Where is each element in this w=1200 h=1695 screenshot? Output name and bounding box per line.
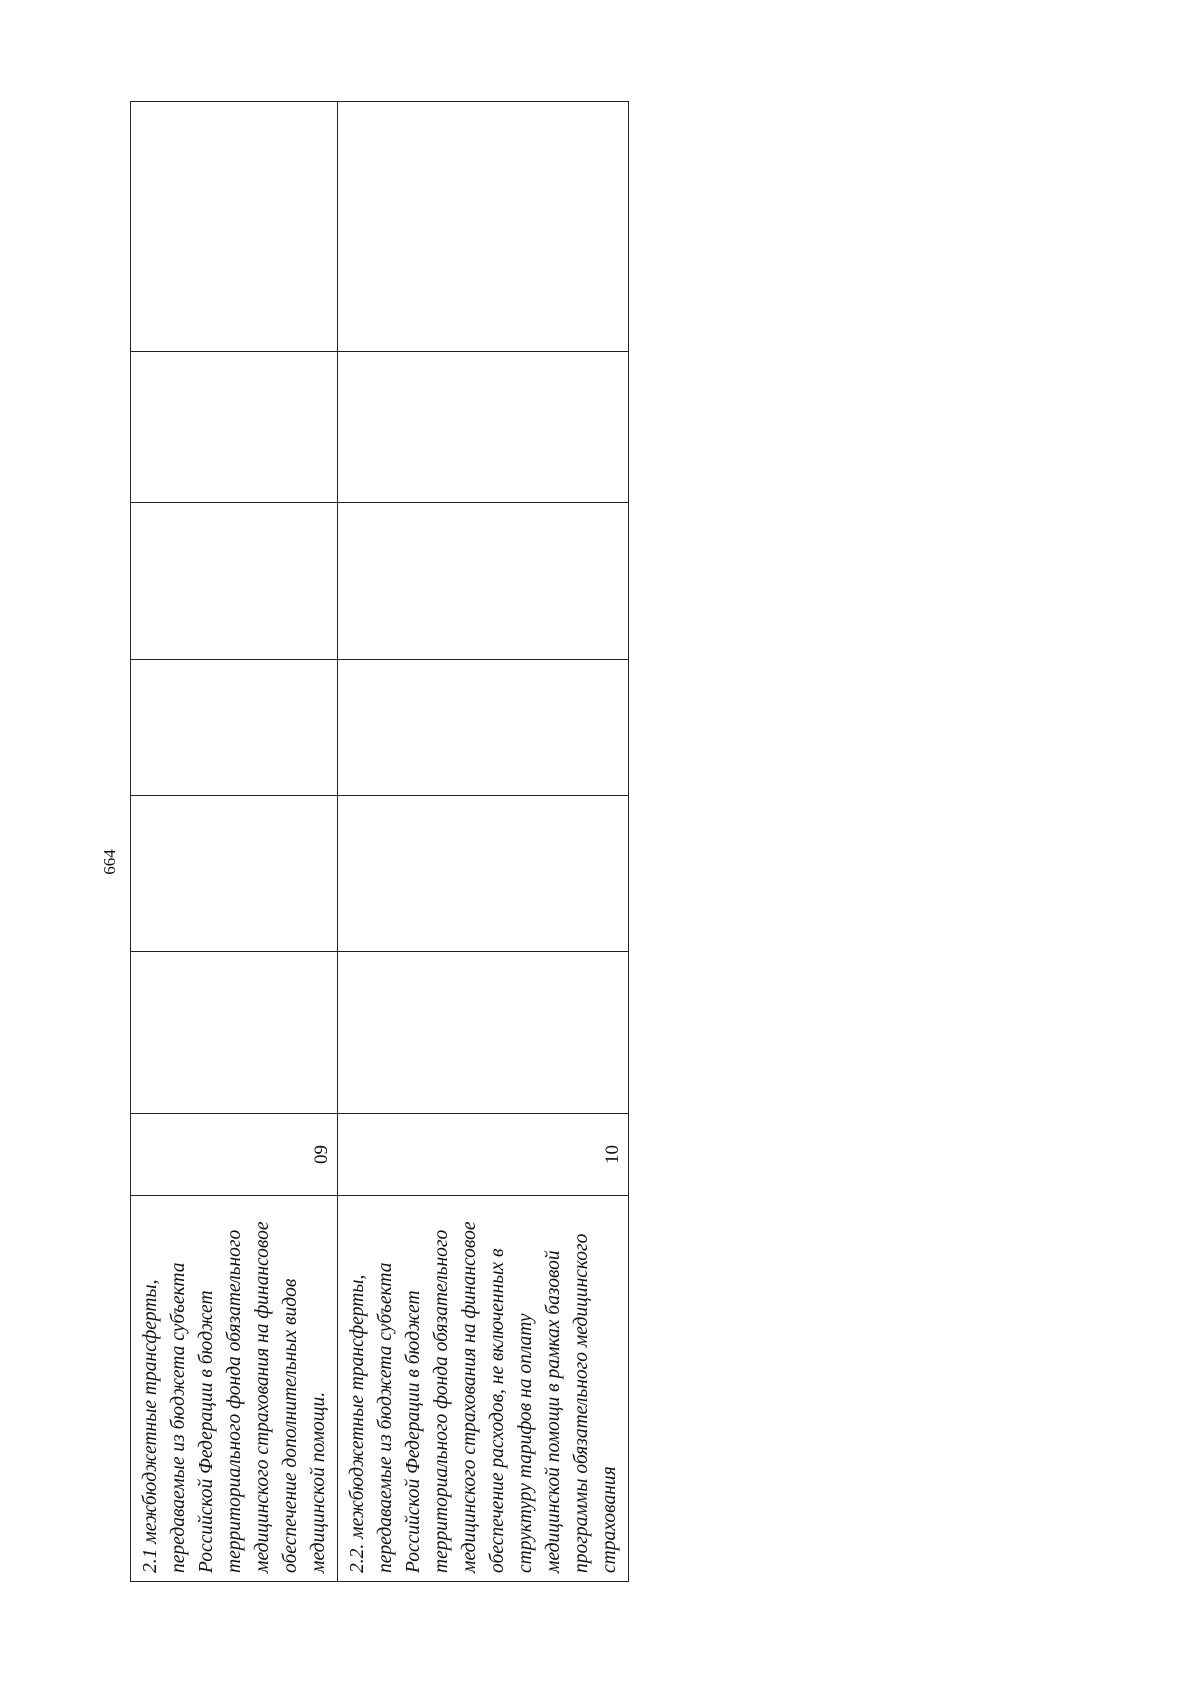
- table-cell: [131, 660, 338, 796]
- table-cell: [131, 102, 338, 352]
- row-code: 09: [131, 1114, 338, 1196]
- table-row: [131, 102, 338, 1582]
- table-cell: [338, 660, 629, 796]
- row-description: 2.2. межбюджетные трансферты, передаваемые из бюджета субъекта Российской Федерации в бюджет территориального фонда обязательного медицинского страхования на финансовое обеспечение расходов, не включенных в структуру тарифов на оплату медицинской помощи в рамках базовой программы обязательного медицинского страхования: [338, 1196, 629, 1582]
- data-table: [130, 101, 629, 1582]
- table-cell: [131, 352, 338, 503]
- table-row: [338, 102, 629, 1582]
- table-container: [130, 102, 623, 1582]
- page-number: 664: [100, 849, 119, 875]
- row-description: 2.1 межбюджетные трансферты, передаваемые из бюджета субъекта Российской Федерации в бюджет территориального фонда обязательного медицинского страхования на финансовое обеспечение дополнительных видов медицинской помощи.: [131, 1196, 338, 1582]
- row-code: 10: [338, 1114, 629, 1196]
- table-cell: [338, 503, 629, 660]
- table-cell: [338, 352, 629, 503]
- table-cell: [131, 503, 338, 660]
- table-cell: [131, 796, 338, 952]
- table-cell: [338, 102, 629, 352]
- table-cell: [338, 952, 629, 1114]
- table-cell: [338, 796, 629, 952]
- table-cell: [131, 952, 338, 1114]
